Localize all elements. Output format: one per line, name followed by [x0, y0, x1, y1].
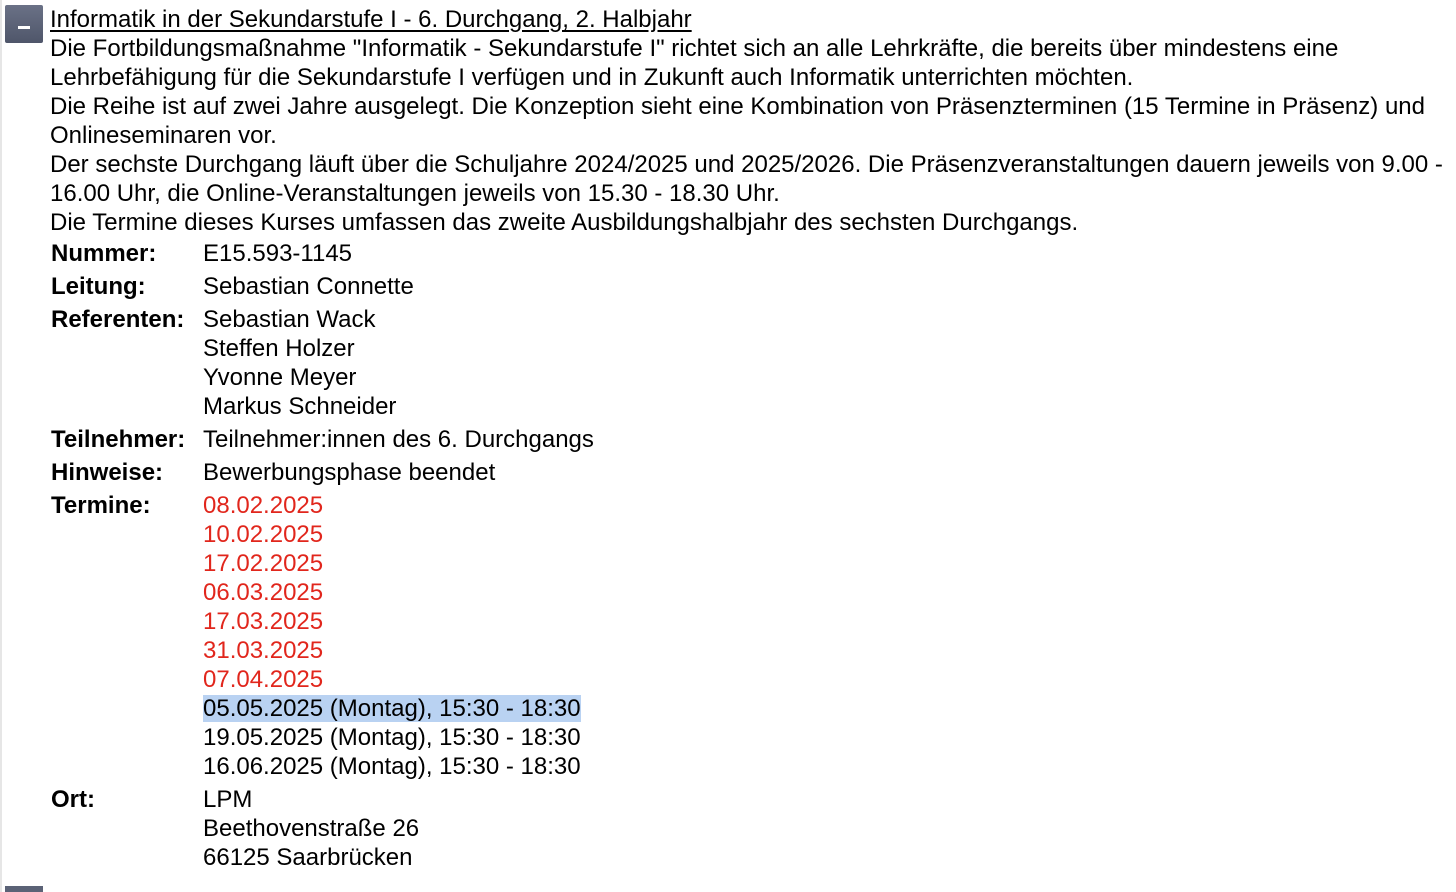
- detail-row-leitung: [51, 268, 594, 301]
- upcoming-date: 19.05.2025 (Montag), 15:30 - 18:30: [203, 724, 581, 751]
- minus-icon: [18, 26, 30, 29]
- description-paragraph: Der sechste Durchgang läuft über die Schuljahre 2024/2025 und 2025/2026. Die Präsenzveranstaltungen dauern jeweils von 9.00 - 16.00 Uhr, die Online-Veranstaltungen jeweils von 15.30 - 18.30 Uhr.: [50, 151, 1443, 207]
- detail-row-ort: [51, 781, 594, 872]
- label-termine: Termine:: [51, 492, 151, 519]
- past-date: 08.02.2025: [203, 492, 324, 519]
- ort-line: Beethovenstraße 26: [203, 815, 420, 842]
- label-nummer: Nummer:: [51, 240, 157, 267]
- referent-name: Sebastian Wack: [203, 306, 376, 333]
- upcoming-date-selected: [203, 694, 594, 723]
- ort-line: 66125 Saarbrücken: [203, 844, 413, 871]
- ort-line: LPM: [203, 786, 253, 813]
- referent-name: Markus Schneider: [203, 393, 397, 420]
- referent-name: Yvonne Meyer: [203, 364, 357, 391]
- detail-row-hinweise: [51, 454, 594, 487]
- value-leitung: Sebastian Connette: [203, 273, 414, 300]
- referent-name: Steffen Holzer: [203, 335, 355, 362]
- description-paragraph: Die Reihe ist auf zwei Jahre ausgelegt. Die Konzeption sieht eine Kombination von Präsenzterminen (15 Termine in Präsenz) und Onlineseminaren vor.: [50, 93, 1425, 149]
- past-date: 10.02.2025: [203, 521, 324, 548]
- value-referenten: [203, 301, 594, 421]
- value-nummer: E15.593-1145: [203, 240, 353, 267]
- detail-row-referenten: [51, 301, 594, 421]
- course-details-table: [51, 239, 594, 872]
- detail-row-nummer: [51, 239, 594, 268]
- upcoming-date: 16.06.2025 (Montag), 15:30 - 18:30: [203, 753, 581, 780]
- detail-row-termine: [51, 487, 594, 781]
- past-date: 06.03.2025: [203, 579, 324, 606]
- course-title-link[interactable]: Informatik in der Sekundarstufe I - 6. Durchgang, 2. Halbjahr: [50, 6, 692, 33]
- description-paragraph: Die Fortbildungsmaßnahme "Informatik - Sekundarstufe I" richtet sich an alle Lehrkräfte, die bereits über mindestens eine Lehrbefähigung für die Sekundarstufe I verfügen und in Zukunft auch Informatik unterrichten möchten.: [50, 35, 1339, 91]
- value-hinweise: Bewerbungsphase beendet: [203, 459, 496, 486]
- value-ort: [203, 781, 594, 872]
- selected-text: 05.05.2025 (Montag), 15:30 - 18:30: [203, 695, 581, 722]
- label-teilnehmer: Teilnehmer:: [51, 426, 186, 453]
- description-paragraph: Die Termine dieses Kurses umfassen das zweite Ausbildungshalbjahr des sechsten Durchgangs.: [50, 209, 1079, 236]
- label-hinweise: Hinweise:: [51, 459, 164, 486]
- course-content: [50, 5, 1450, 872]
- label-ort: Ort:: [51, 786, 95, 813]
- detail-row-teilnehmer: [51, 421, 594, 454]
- value-termine: [203, 487, 594, 781]
- past-date: 31.03.2025: [203, 637, 324, 664]
- past-date: 07.04.2025: [203, 666, 324, 693]
- past-date: 17.03.2025: [203, 608, 324, 635]
- next-toggle-button[interactable]: [5, 886, 43, 892]
- left-rail: [0, 0, 2, 892]
- collapse-toggle-button[interactable]: [5, 5, 43, 43]
- past-date: 17.02.2025: [203, 550, 324, 577]
- label-leitung: Leitung:: [51, 273, 146, 300]
- value-teilnehmer: Teilnehmer:innen des 6. Durchgangs: [203, 426, 594, 453]
- label-referenten: Referenten:: [51, 306, 185, 333]
